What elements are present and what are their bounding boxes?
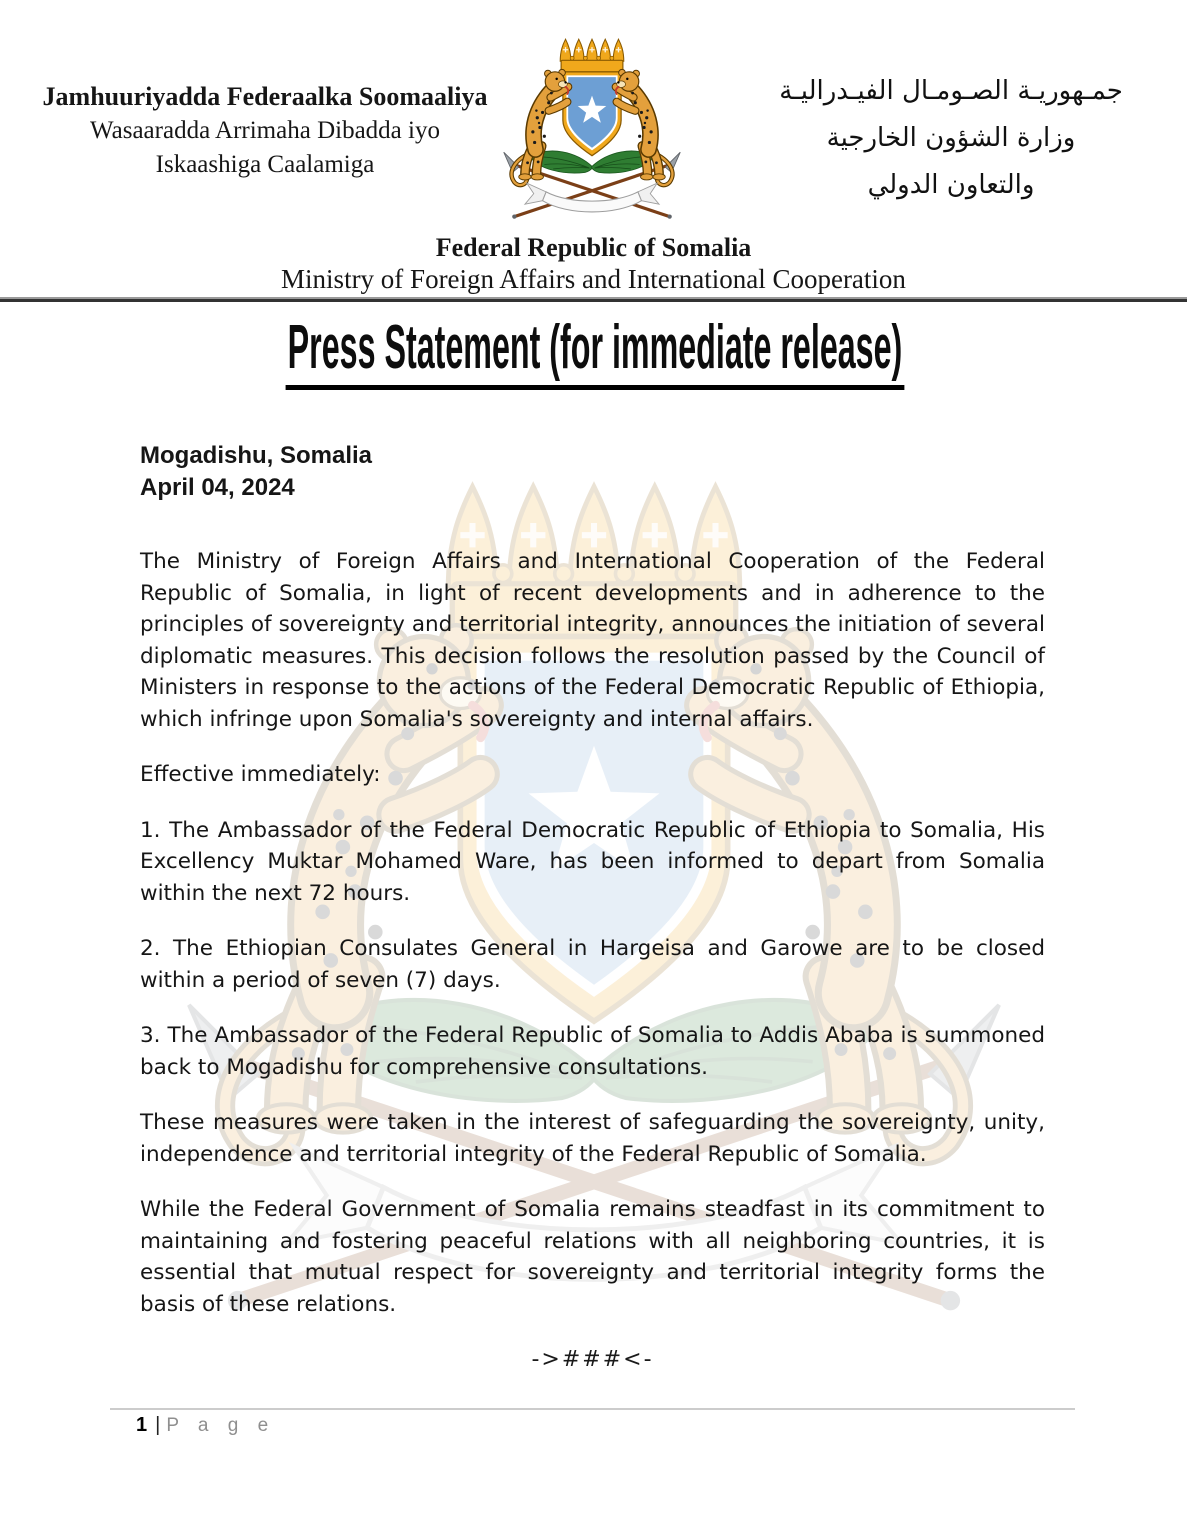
paragraph-closing: While the Federal Government of Somalia remains steadfast in its commitment to maintaining and fostering peaceful relations with all neighboring countries, it is essential that mutual respect for sovereignty and territorial integrity forms the basis of these relations. xyxy=(140,1197,1045,1317)
page-label: P a g e xyxy=(166,1415,276,1436)
paragraph-safeguard: These measures were taken in the interest of safeguarding the sovereignty, unity, independence and territorial integrity of the Federal Republic of Somalia. xyxy=(140,1110,1045,1167)
dateline xyxy=(140,440,1045,504)
footer-rule xyxy=(110,1408,1075,1410)
page-number: 1 xyxy=(136,1414,148,1436)
dateline-date: April 04, 2024 xyxy=(140,474,295,501)
somali-ministry-line2: Iskaashiga Caalamiga xyxy=(155,151,375,178)
somali-ministry-line1: Wasaaradda Arrimaha Dibadda iyo xyxy=(90,117,440,144)
arabic-republic-name: جمـهوريـة الصـومـال الفيـدراليـة xyxy=(779,76,1123,106)
arabic-ministry-line2: والتعاون الدولي xyxy=(867,170,1035,200)
somali-republic-name: Jamhuuriyadda Federaalka Soomaaliya xyxy=(42,82,488,111)
title-wrap xyxy=(0,314,1187,390)
paragraph-measure-3: 3. The Ambassador of the Federal Republic of Somalia to Addis Ababa is summoned back to Mogadishu for comprehensive consultations. xyxy=(140,1023,1045,1080)
somalia-coat-of-arms xyxy=(486,33,698,236)
somalia-coat-of-arms-icon xyxy=(486,33,698,236)
paragraph-effective: Effective immediately: xyxy=(140,762,381,787)
footer-page-indicator xyxy=(136,1414,275,1437)
paragraph-intro: The Ministry of Foreign Affairs and International Cooperation of the Federal Republic of Somalia, in light of recent developments and in adherence to the principles of sovereignty and territorial integrity, announces the initiation of several diplomatic measures. This decision follows the resolution passed by the Council of Ministers in response to the actions of the Federal Democratic Republic of Ethiopia, which infringe upon Somalia's sovereignty and internal affairs. xyxy=(140,549,1045,732)
header-somali-block xyxy=(36,80,494,182)
arabic-ministry-line1: وزارة الشؤون الخارجية xyxy=(826,123,1076,153)
ministry-name-english: Ministry of Foreign Affairs and International Cooperation xyxy=(281,264,906,294)
dateline-location: Mogadishu, Somalia xyxy=(140,442,373,469)
paragraph-measure-1: 1. The Ambassador of the Federal Democratic Republic of Ethiopia to Somalia, His Excellency Muktar Mohamed Ware, has been informed to depart from Somalia within the next 72 hours. xyxy=(140,817,1045,906)
org-name-english: Federal Republic of Somalia xyxy=(435,233,752,262)
header-arabic-block xyxy=(745,68,1157,209)
footer-separator: | xyxy=(155,1414,161,1436)
page-title: Press Statement (for immediate release) xyxy=(286,314,905,390)
statement-body xyxy=(140,440,1045,1376)
header-divider-rule xyxy=(0,299,1187,302)
end-of-release-mark: ->###<- xyxy=(531,1347,654,1372)
paragraph-measure-2: 2. The Ethiopian Consulates General in Hargeisa and Garowe are to be closed within a period of seven (7) days. xyxy=(140,936,1045,993)
